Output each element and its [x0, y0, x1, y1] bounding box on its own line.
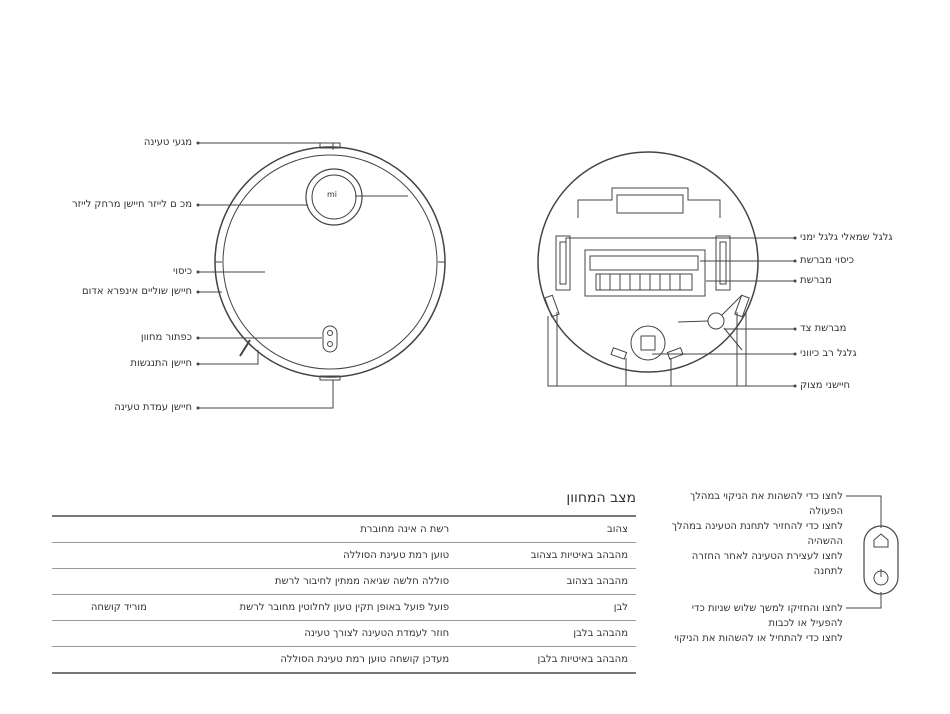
table-row	[52, 647, 636, 674]
cell-extra	[52, 516, 155, 543]
cell-extra: מוריד קושחה	[52, 595, 155, 621]
cell-state: פועל פועל באופן תקין טעון לחלוטין מחובר לרשת	[155, 595, 457, 621]
table-row	[52, 569, 636, 595]
table-row	[52, 621, 636, 647]
cell-extra	[52, 621, 155, 647]
label-wheels: גלגל שמאלי גלגל ימני	[800, 232, 893, 243]
label-cover: כיסוי	[173, 266, 192, 277]
note-line: לחצו והחזיקו למשך שלוש שניות כדי להפעיל או לכבות	[691, 603, 843, 629]
cell-state: טוען רמת טעינת הסוללה	[155, 543, 457, 569]
cell-color: מהבהב באיטיות בצהוב	[457, 543, 636, 569]
label-omni-wheel: גלגל רב כיווני	[800, 348, 857, 359]
cell-color: מהבהב בצהוב	[457, 569, 636, 595]
label-laser-sensor: מכ ם לייזר חיישן מרחק לייזר	[71, 199, 192, 210]
power-button-notes	[668, 601, 843, 646]
note-line: לחצו כדי להתחיל או להשהות את הניקוי	[674, 633, 843, 644]
note-line: לחצו כדי להשהות את הניקוי במהלך הפעולה	[689, 491, 843, 517]
button-panel-illustration	[846, 496, 898, 608]
table-row	[52, 595, 636, 621]
label-brush-cover: כיסוי מברשת	[800, 255, 855, 266]
note-line: לחצו כדי להחזיר לתחנת הטעינה במהלך ההשהיה	[671, 521, 843, 547]
table-row	[52, 516, 636, 543]
label-charging-contacts: מגעי טעינה	[143, 137, 192, 148]
label-side-brush: מברשת צד	[800, 323, 847, 334]
cell-state: סוללה חלשה שגיאה ממתין לחיבור לרשת	[155, 569, 457, 595]
cell-color: מהבהב באיטיות בלבן	[457, 647, 636, 674]
table-row	[52, 543, 636, 569]
cell-state: רשת ה אינה מחוברת	[155, 516, 457, 543]
cell-state: חוזר לעמדת הטעינה לצורך טעינה	[155, 621, 457, 647]
cell-color: לבן	[457, 595, 636, 621]
cell-state: מעדכן קושחה טוען רמת טעינת הסוללה	[155, 647, 457, 674]
home-button-notes	[668, 489, 843, 579]
cell-extra	[52, 543, 155, 569]
cell-extra	[52, 647, 155, 674]
robot-top-view	[198, 143, 445, 408]
cell-color: צהוב	[457, 516, 636, 543]
label-collision-sensor: חיישן התנגשות	[130, 358, 192, 369]
label-main-brush: מברשת	[800, 275, 832, 286]
robot-bottom-view	[538, 152, 795, 386]
cell-extra	[52, 569, 155, 595]
label-cliff-sensors: חיישני מצוק	[800, 380, 851, 391]
label-edge-ir-sensor: חיישן שוליים אינפרא אדום	[82, 286, 192, 297]
note-line: לחצו לעצירת הטעינה לאחר החזרה לתחנה	[691, 551, 843, 577]
label-dock-sensor: חיישן עמדת טעינה	[114, 402, 192, 413]
label-power-button: כפתור מחוון	[140, 332, 192, 343]
mi-logo: mi	[327, 190, 338, 199]
indicator-status-table	[52, 515, 636, 674]
cell-color: מהבהב בלבן	[457, 621, 636, 647]
status-table-title: מצב המחוון	[566, 490, 636, 506]
